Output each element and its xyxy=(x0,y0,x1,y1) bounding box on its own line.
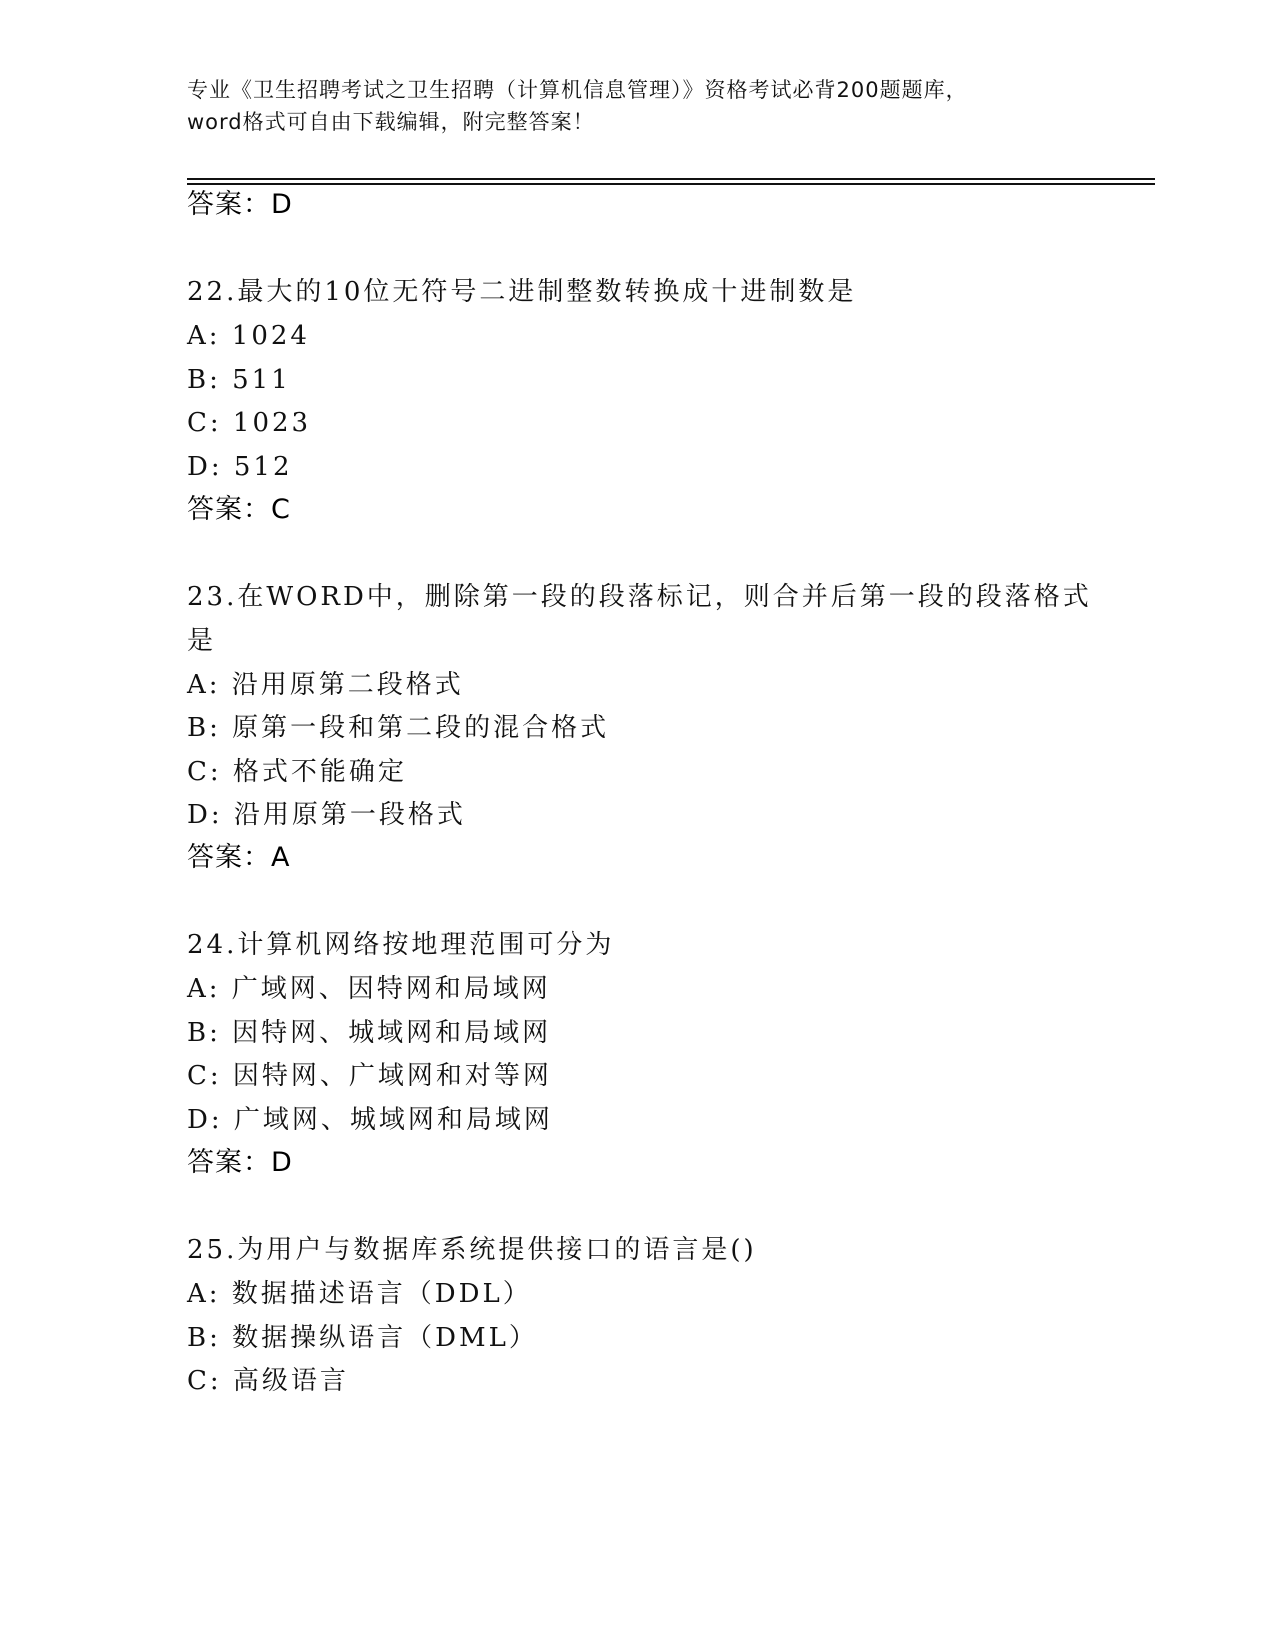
question-22-option-a: A: 1024 xyxy=(187,321,310,351)
question-23-option-b: B: 原第一段和第二段的混合格式 xyxy=(187,713,610,743)
question-24-stem: 24.计算机网络按地理范围可分为 xyxy=(187,930,615,960)
question-25-option-b: B: 数据操纵语言（DML） xyxy=(187,1323,538,1353)
answer-q21: 答案：D xyxy=(187,189,293,220)
question-23-option-a: A: 沿用原第二段格式 xyxy=(187,670,464,700)
question-22-stem: 22.最大的10位无符号二进制整数转换成十进制数是 xyxy=(187,277,857,307)
question-22-option-d: D: 512 xyxy=(187,452,293,482)
question-23-option-c: C: 格式不能确定 xyxy=(187,757,407,787)
question-24-option-d: D: 广域网、城域网和局域网 xyxy=(187,1105,553,1135)
question-22-answer: 答案：C xyxy=(187,494,291,525)
question-23-stem-line-1: 23.在WORD中，删除第一段的段落标记，则合并后第一段的段落格式 xyxy=(187,582,1092,612)
question-24-option-a: A: 广域网、因特网和局域网 xyxy=(187,974,551,1004)
question-22-option-c: C: 1023 xyxy=(187,408,312,438)
question-24-option-c: C: 因特网、广域网和对等网 xyxy=(187,1061,552,1091)
document-header xyxy=(187,74,1067,138)
question-22-option-b: B: 511 xyxy=(187,365,291,395)
question-23-option-d: D: 沿用原第一段格式 xyxy=(187,800,466,830)
question-23-stem-line-2: 是 xyxy=(187,626,217,656)
question-24-option-b: B: 因特网、城域网和局域网 xyxy=(187,1018,552,1048)
question-25-option-a: A: 数据描述语言（DDL） xyxy=(187,1279,532,1309)
header-divider-thin xyxy=(187,183,1155,185)
question-25-option-c: C: 高级语言 xyxy=(187,1366,349,1396)
question-24-answer: 答案：D xyxy=(187,1147,293,1178)
header-title-line-1: 专业《卫生招聘考试之卫生招聘（计算机信息管理）》资格考试必背200题题库， xyxy=(187,78,968,102)
header-divider-thick xyxy=(187,178,1155,180)
header-title-line-2: word格式可自由下载编辑，附完整答案！ xyxy=(187,110,595,134)
question-25-stem: 25.为用户与数据库系统提供接口的语言是() xyxy=(187,1235,757,1265)
question-23-answer: 答案：A xyxy=(187,842,291,873)
